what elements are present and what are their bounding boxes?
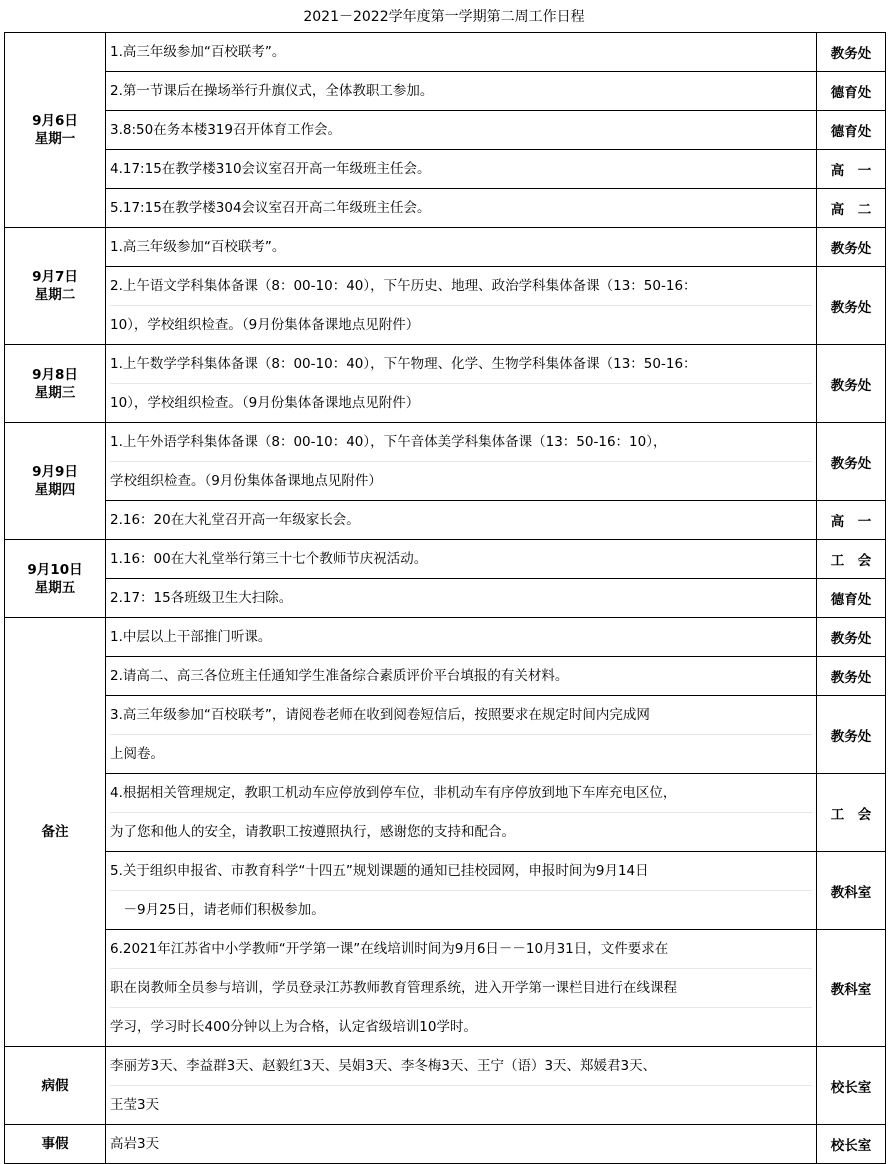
schedule-row [5, 228, 886, 267]
department-cell: 教务处 [817, 345, 886, 423]
schedule-row [5, 423, 886, 501]
item-cell [106, 930, 817, 1047]
date-cell-text: 9月7日 [32, 269, 78, 285]
schedule-body [5, 33, 886, 1164]
department-cell: 工 会 [817, 540, 886, 579]
department-cell: 教务处 [817, 423, 886, 501]
department-cell: 高 一 [817, 501, 886, 540]
department-cell: 校长室 [817, 1047, 886, 1125]
department-cell: 教务处 [817, 657, 886, 696]
date-cell-text: 9月10日 [27, 561, 83, 578]
item-text-line: 职在岗教师全员参与培训，学员登录江苏教师教育管理系统，进入开学第一课栏目进行在线课程 [110, 968, 812, 1007]
date-cell-text: 星期三 [34, 384, 76, 401]
item-text-line: 2.请高二、高三各位班主任通知学生准备综合素质评价平台填报的有关材料。 [110, 668, 569, 684]
schedule-row [5, 774, 886, 852]
sick-leave-row [5, 1047, 886, 1125]
schedule-row [5, 501, 886, 540]
item-text-line: 1.16：00在大礼堂举行第三十七个教师节庆祝活动。 [110, 551, 428, 567]
date-cell [5, 540, 106, 618]
department-cell: 德育处 [817, 111, 886, 150]
item-text-line: 2.17：15各班级卫生大扫除。 [110, 590, 293, 606]
item-text-line: 高岩3天 [110, 1136, 160, 1152]
date-cell-text: 星期二 [34, 287, 76, 303]
department-cell: 教科室 [817, 852, 886, 930]
date-cell-text: 9月6日 [32, 113, 78, 129]
department-cell: 高 二 [817, 189, 886, 228]
sick-leave-names [106, 1047, 817, 1125]
item-cell [106, 852, 817, 930]
schedule-row [5, 267, 886, 345]
department-cell: 教务处 [817, 696, 886, 774]
department-cell: 教科室 [817, 930, 886, 1047]
date-cell-text: 星期一 [34, 131, 76, 147]
item-text-line: 5.关于组织申报省、市教育科学“十四五”规划课题的通知已挂校园网，申报时间为9月14日 [110, 863, 649, 879]
item-text-line: 1.高三年级参加“百校联考”。 [110, 44, 286, 60]
notes-label-cell-text: 备注 [41, 824, 69, 840]
department-cell: 教务处 [817, 33, 886, 72]
date-cell-text: 星期四 [34, 482, 76, 498]
schedule-table [4, 32, 886, 1164]
item-text-line: 5.17:15在教学楼304会议室召开高二年级班主任会。 [110, 200, 431, 216]
date-cell [5, 33, 106, 228]
item-cell [106, 72, 817, 111]
item-text-line: 学习，学习时长400分钟以上为合格，认定省级培训10学时。 [110, 1007, 812, 1046]
item-text-line: －9月25日，请老师们积极参加。 [110, 890, 812, 929]
department-cell: 教务处 [817, 618, 886, 657]
item-text-line: 10），学校组织检查。（9月份集体备课地点见附件） [110, 305, 812, 344]
item-text-line: 1.上午外语学科集体备课（8：00-10：40），下午音体美学科集体备课（13：50-16：10）， [110, 434, 667, 450]
schedule-row [5, 111, 886, 150]
item-cell [106, 618, 817, 657]
department-cell: 高 一 [817, 150, 886, 189]
date-cell [5, 345, 106, 423]
item-text-line: 1.上午数学学科集体备课（8：00-10：40），下午物理、化学、生物学科集体备课（13：50-16： [110, 356, 697, 372]
item-text-line: 3.高三年级参加“百校联考”，请阅卷老师在收到阅卷短信后，按照要求在规定时间内完成网 [110, 707, 650, 723]
schedule-title: 2021－2022学年度第一学期第二周工作日程 [303, 9, 585, 25]
item-cell [106, 540, 817, 579]
department-cell: 德育处 [817, 72, 886, 111]
schedule-row [5, 930, 886, 1047]
item-cell [106, 345, 817, 423]
item-text-line: 3.8:50在务本楼319召开体育工作会。 [110, 122, 341, 138]
date-cell-text: 9月9日 [32, 464, 78, 480]
department-cell: 德育处 [817, 579, 886, 618]
schedule-row [5, 579, 886, 618]
item-text-line: 6.2021年江苏省中小学教师“开学第一课”在线培训时间为9月6日－－10月31日，文件要求在 [110, 941, 669, 957]
item-cell [106, 150, 817, 189]
item-cell [106, 423, 817, 501]
personal-leave-label: 事假 [5, 1125, 106, 1164]
department-cell: 工 会 [817, 774, 886, 852]
personal-leave-names [106, 1125, 817, 1164]
personal-leave-row [5, 1125, 886, 1164]
item-cell [106, 579, 817, 618]
schedule-row [5, 150, 886, 189]
schedule-row [5, 540, 886, 579]
date-cell-text: 9月8日 [32, 366, 78, 383]
item-text-line: 2.16：20在大礼堂召开高一年级家长会。 [110, 512, 360, 528]
item-cell [106, 267, 817, 345]
item-cell [106, 228, 817, 267]
schedule-row [5, 33, 886, 72]
item-text-line: 2.第一节课后在操场举行升旗仪式，全体教职工参加。 [110, 83, 434, 99]
schedule-row [5, 852, 886, 930]
notes-label-cell [5, 618, 106, 1047]
schedule-row [5, 189, 886, 228]
date-cell-text: 星期五 [34, 579, 76, 596]
item-text-line: 王莹3天 [110, 1085, 812, 1124]
item-cell [106, 774, 817, 852]
schedule-row [5, 618, 886, 657]
item-text-line: 2.上午语文学科集体备课（8：00-10：40），下午历史、地理、政治学科集体备课（13：50-16： [110, 278, 697, 294]
item-cell [106, 33, 817, 72]
item-text-line: 为了您和他人的安全，请教职工按遵照执行，感谢您的支持和配合。 [110, 812, 812, 851]
item-text-line: 李丽芳3天、李益群3天、赵毅红3天、吴娟3天、李冬梅3天、王宁（语）3天、郑媛君3天、 [110, 1058, 657, 1074]
item-text-line: 1.中层以上干部推门听课。 [110, 629, 272, 645]
date-cell [5, 228, 106, 345]
item-text-line: 1.高三年级参加“百校联考”。 [110, 239, 286, 255]
schedule-row [5, 72, 886, 111]
item-cell [106, 696, 817, 774]
item-text-line: 上阅卷。 [110, 734, 812, 773]
item-cell [106, 501, 817, 540]
item-cell [106, 657, 817, 696]
department-cell: 校长室 [817, 1125, 886, 1164]
department-cell: 教务处 [817, 228, 886, 267]
item-cell [106, 189, 817, 228]
schedule-row [5, 345, 886, 423]
item-text-line: 学校组织检查。（9月份集体备课地点见附件） [110, 461, 812, 500]
date-cell [5, 423, 106, 540]
sick-leave-label: 病假 [5, 1047, 106, 1125]
item-text-line: 10），学校组织检查。（9月份集体备课地点见附件） [110, 383, 812, 422]
item-text-line: 4.17:15在教学楼310会议室召开高一年级班主任会。 [110, 161, 431, 177]
item-text-line: 4.根据相关管理规定，教职工机动车应停放到停车位，非机动车有序停放到地下车库充电区位， [110, 785, 677, 801]
schedule-row [5, 696, 886, 774]
schedule-row [5, 657, 886, 696]
item-cell [106, 111, 817, 150]
department-cell: 教务处 [817, 267, 886, 345]
